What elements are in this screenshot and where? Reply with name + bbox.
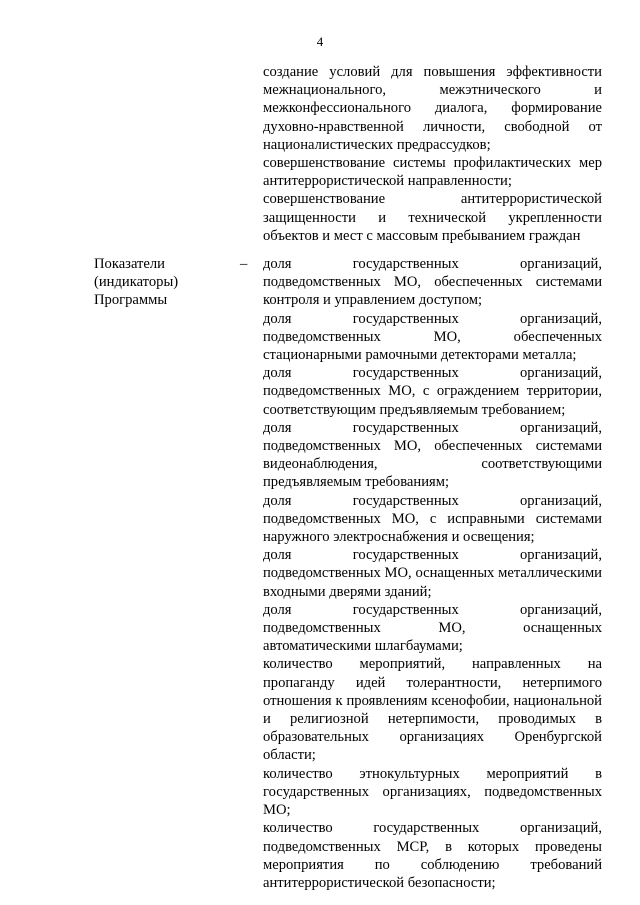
indicator-item: количество этнокультурных мероприятий в государственных организациях, подведомственных МО; [263,765,602,819]
goal-item: совершенствование антитеррористической защищенности и технической укрепленности объектов и мест с массовым пребыванием граждан [263,191,602,244]
goals-continuation-block [263,63,602,245]
indicator-item: доля государственных организаций, подведомственных МО, обеспеченных системами контроля и управлением доступом; [263,256,602,309]
goal-item: создание условий для повышения эффективности межнационального, межэтнического и межконфессионального диалога, формирование духовно-нравственной личности, свободной от националистических предрассудков; [263,64,602,153]
page-number: 4 [316,34,324,49]
label-dash: – [240,256,248,272]
indicator-item: доля государственных организаций, подведомственных МО, с ограждением территории, соответствующим предъявляемым требованием; [263,365,602,418]
goal-item: совершенствование системы профилактических мер антитеррористической направленности; [263,155,602,190]
indicator-item: доля государственных организаций, подведомственных МО, обеспеченных стационарными рамочными детекторами металла; [263,310,602,364]
indicator-item: доля государственных организаций, подведомственных МО, обеспеченных системами видеонаблюдения, соответствующими предъявляемым требованиям; [263,419,602,491]
indicator-item: доля государственных организаций, подведомственных МО, оснащенных автоматическими шлагбаумами; [263,601,602,655]
indicators-label: Показатели (индикаторы) Программы [94,256,179,309]
indicator-item: количество мероприятий, направленных на пропаганду идей толерантности, нетерпимого отношения к проявлениям ксенофобии, национальной и религиозной нетерпимости, проводимых в образовательных организациях Оренбургской области; [263,656,602,764]
indicator-item: доля государственных организаций, подведомственных МО, с исправными системами наружного электроснабжения и освещения; [263,492,602,546]
indicator-item: доля государственных организаций, подведомственных МО, оснащенных металлическими входными дверями зданий; [263,547,602,600]
indicator-item: количество государственных организаций, подведомственных МСР, в которых проведены мероприятия по соблюдению требований антитеррористической безопасности; [263,820,602,891]
indicators-list [263,255,602,892]
